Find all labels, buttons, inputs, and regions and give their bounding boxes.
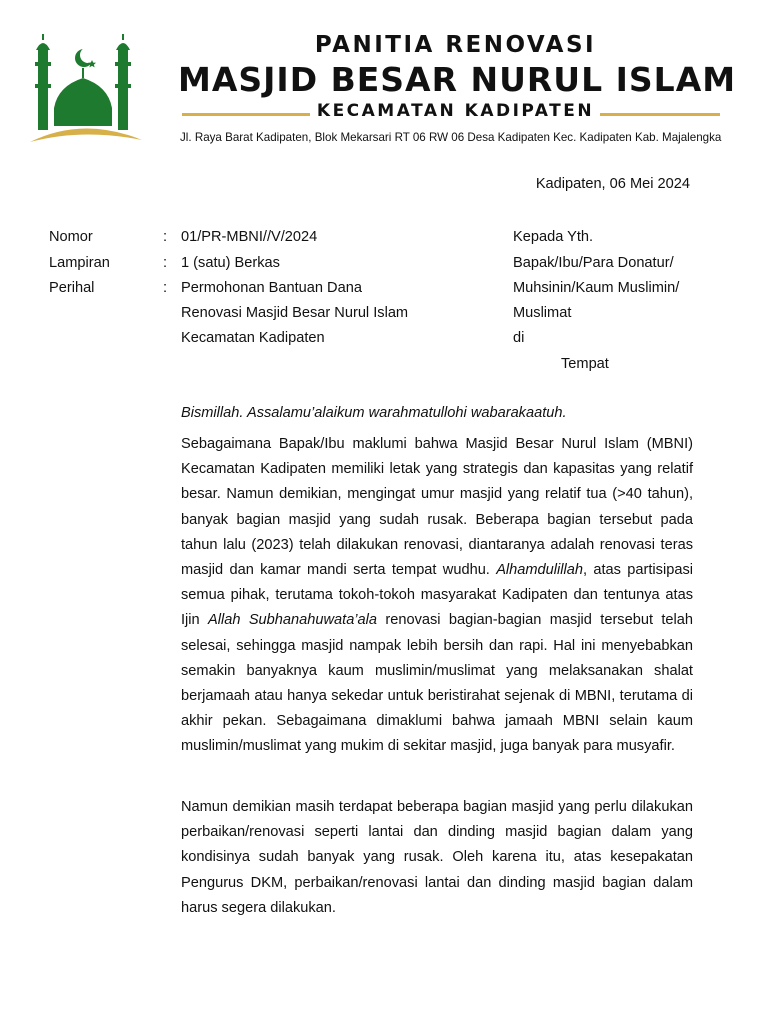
mosque-logo: [28, 34, 146, 146]
para1-alhamdulillah: Alhamdulillah: [496, 562, 583, 579]
recipient-line: Bapak/Ibu/Para Donatur/: [513, 255, 674, 271]
recipient-line: Kepada Yth.: [513, 229, 594, 245]
letterhead-address: Jl. Raya Barat Kadipaten, Blok Mekarsari RT 06 RW 06 Desa Kadipaten Kec. Kadipaten Kab. Majalengka: [180, 131, 722, 144]
meta-value-perihal-line2: Renovasi Masjid Besar Nurul Islam: [181, 305, 409, 321]
para1-text: Sebagaimana Bapak/Ibu maklumi bahwa Masjid Besar Nurul Islam (MBNI) Kecamatan Kadipaten memiliki letak yang strategis dan kapasitas yang relatif besar. Namun demikian, mengingat umur masjid yang relatif tua (>40 tahun), banyak bagian masjid yang sudah rusak. Beberapa bagian tersebut pada tahun lalu (2023) telah dilakukan renovasi, diantaranya adalah renovasi teras masjid dan kamar mandi serta tempat wudhu.: [181, 436, 693, 579]
greeting: Bismillah. Assalamu’alaikum warahmatullohi wabarakaatuh.: [181, 405, 567, 421]
body-paragraph-2: Namun demikian masih terdapat beberapa bagian masjid yang perlu dilakukan perbaikan/renovasi seperti lantai dan dinding masjid bagian dalam yang kondisinya sudah banyak yang rusak. Oleh karena itu, atas kesepakatan Pengurus DKM, perbaikan/renovasi lantai dan dinding masjid bagian dalam harus segera dilakukan.: [181, 799, 693, 916]
recipient-line: di: [513, 330, 525, 346]
letterhead-committee: PANITIA RENOVASI: [314, 32, 597, 58]
meta-colon: :: [163, 255, 168, 271]
mosque-crescent-icon: [28, 34, 146, 146]
body-paragraph-1: [181, 432, 693, 760]
meta-value-perihal: Permohonan Bantuan Dana: [181, 280, 362, 296]
letterhead-divider-right: [600, 113, 720, 116]
letterhead-mosque-name: MASJID BESAR NURUL ISLAM: [178, 60, 737, 99]
meta-label-nomor: Nomor: [49, 229, 93, 245]
meta-colon: :: [163, 229, 168, 245]
para1-text: , atas partisipasi semua pihak, terutama tokoh-tokoh masyarakat Kadipaten dan tentunya atas Ijin: [181, 562, 693, 629]
meta-label-lampiran: Lampiran: [49, 255, 110, 271]
letterhead-district: KECAMATAN KADIPATEN: [316, 101, 595, 121]
recipient-line: Muhsinin/Kaum Muslimin/: [513, 280, 680, 296]
meta-value-nomor: 01/PR-MBNI//V/2024: [181, 229, 318, 245]
para1-allah: Allah Subhanahuwata’ala: [208, 612, 378, 629]
meta-colon: :: [163, 280, 168, 296]
letter-date: Kadipaten, 06 Mei 2024: [535, 176, 690, 192]
para1-text: renovasi bagian-bagian masjid tersebut telah selesai, sehingga masjid nampak lebih bersih dan rapi. Hal ini menyebabkan semakin banyaknya kaum muslimin/muslimat yang melaksanakan shalat berjamaah atau hanya sekedar untuk beristirahat sejenak di MBNI, terutama di akhir pekan. Sebagaimana dimaklumi bahwa jamaah MBNI selain kaum muslimin/muslimat yang mukim di sekitar masjid, juga banyak para musyafir.: [181, 612, 693, 755]
meta-label-perihal: Perihal: [49, 280, 95, 296]
recipient-place: Tempat: [561, 356, 609, 372]
meta-value-perihal-line3: Kecamatan Kadipaten: [181, 330, 325, 346]
recipient-line: Muslimat: [513, 305, 572, 321]
meta-value-lampiran: 1 (satu) Berkas: [181, 255, 280, 271]
